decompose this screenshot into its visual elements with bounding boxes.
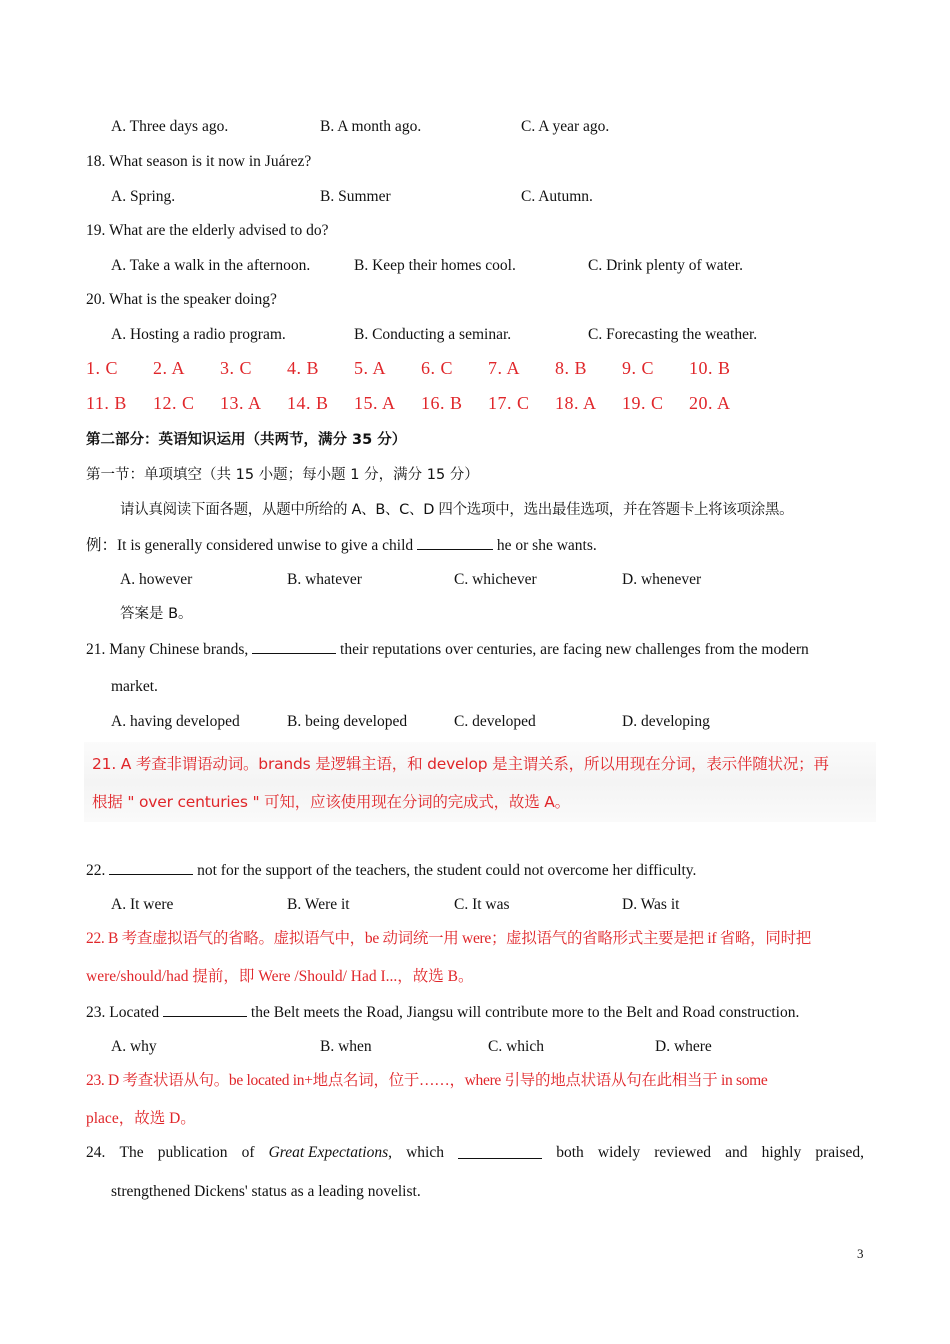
q20-stem: 20. What is the speaker doing? bbox=[86, 291, 277, 308]
answer-key-item: 1. C bbox=[86, 358, 119, 378]
q19-option-a: A. Take a walk in the afternoon. bbox=[111, 257, 311, 274]
q21-explanation-line1: 21. A 考查非谓语动词。brands 是逻辑主语，和 develop 是主谓关系，所以用现在分词，表示伴随状况；再 bbox=[92, 755, 829, 773]
q18-option-b: B. Summer bbox=[320, 188, 391, 205]
q24-word: publication bbox=[157, 1144, 228, 1161]
q22-option-a: A. It were bbox=[111, 896, 174, 913]
section1-title: 第一节：单项填空（共 15 小题；每小题 1 分，满分 15 分） bbox=[86, 467, 479, 483]
q24-book-title-wrap: Great Expectations, bbox=[268, 1144, 392, 1161]
q24-word: The bbox=[119, 1144, 144, 1161]
q22-explanation-line2: were/should/had 提前，即 Were /Should/ Had I...，故选 B。 bbox=[86, 968, 474, 985]
q24-word: of bbox=[241, 1144, 255, 1161]
q22-number: 22. bbox=[86, 862, 106, 879]
q19-option-c: C. Drink plenty of water. bbox=[588, 257, 743, 274]
answer-key-item: 9. C bbox=[622, 358, 655, 378]
q20-option-a: A. Hosting a radio program. bbox=[111, 326, 286, 343]
example-suffix: he or she wants. bbox=[496, 537, 597, 554]
q22-option-d: D. Was it bbox=[622, 896, 680, 913]
q23-explanation-line1: 23. D 考查状语从句。be located in+地点名词，位于……，where 引导的地点状语从句在此相当于 in some bbox=[86, 1072, 768, 1089]
answer-key-item: 20. A bbox=[689, 393, 731, 413]
answer-blank bbox=[163, 1002, 247, 1017]
example-answer: 答案是 B。 bbox=[120, 606, 193, 622]
answer-key-item: 10. B bbox=[689, 358, 731, 378]
answer-key-item: 7. A bbox=[488, 358, 521, 378]
q17-option-c: C. A year ago. bbox=[521, 118, 610, 135]
example-option-a: A. however bbox=[120, 571, 193, 588]
q20-option-b: B. Conducting a seminar. bbox=[354, 326, 512, 343]
q22-explanation-line1: 22. B 考查虚拟语气的省略。虚拟语气中，be 动词统一用 were；虚拟语气的省略形式主要是把 if 省略，同时把 bbox=[86, 930, 811, 947]
q22-stem-end: not for the support of the teachers, the student could not overcome her difficulty. bbox=[197, 862, 697, 879]
q21-stem bbox=[86, 639, 809, 660]
q22-stem bbox=[86, 860, 696, 881]
q22-option-c: C. It was bbox=[454, 896, 510, 913]
q24-word: highly bbox=[761, 1144, 802, 1161]
answer-key-item: 4. B bbox=[287, 358, 320, 378]
q23-option-c: C. which bbox=[488, 1038, 544, 1055]
answer-key-item: 8. B bbox=[555, 358, 588, 378]
q21-stem-end: their reputations over centuries, are facing new challenges from the modern bbox=[340, 641, 809, 658]
q21-explanation-box bbox=[84, 742, 876, 822]
q21-stem-continued: market. bbox=[111, 678, 158, 695]
example-prefix: 例：It is generally considered unwise to give a child bbox=[86, 537, 414, 554]
answer-key-item: 18. A bbox=[555, 393, 597, 413]
q21-option-c: C. developed bbox=[454, 713, 536, 730]
answer-key-item: 14. B bbox=[287, 393, 329, 413]
q19-option-b: B. Keep their homes cool. bbox=[354, 257, 516, 274]
q24-book-title: Great Expectations bbox=[268, 1144, 389, 1161]
example-stem bbox=[86, 535, 597, 556]
q17-option-a: A. Three days ago. bbox=[111, 118, 229, 135]
answer-key-item: 16. B bbox=[421, 393, 463, 413]
answer-key-item: 17. C bbox=[488, 393, 530, 413]
answer-blank bbox=[109, 860, 193, 875]
q23-stem-end: the Belt meets the Road, Jiangsu will contribute more to the Belt and Road construction. bbox=[250, 1004, 800, 1021]
answer-key-item: 19. C bbox=[622, 393, 664, 413]
answer-key-item: 13. A bbox=[220, 393, 262, 413]
q24-word: praised, bbox=[815, 1144, 864, 1161]
q21-stem-start: 21. Many Chinese brands, bbox=[86, 641, 249, 658]
example-option-b: B. whatever bbox=[287, 571, 362, 588]
q23-explanation-line2: place，故选 D。 bbox=[86, 1110, 196, 1127]
answer-key-item: 15. A bbox=[354, 393, 396, 413]
answer-key-item: 6. C bbox=[421, 358, 454, 378]
q19-stem: 19. What are the elderly advised to do? bbox=[86, 222, 329, 239]
q21-option-d: D. developing bbox=[622, 713, 710, 730]
q24-word: and bbox=[725, 1144, 748, 1161]
q24-word: 24. bbox=[86, 1144, 106, 1161]
answer-blank bbox=[458, 1144, 542, 1159]
q23-option-b: B. when bbox=[320, 1038, 372, 1055]
q18-option-c: C. Autumn. bbox=[521, 188, 593, 205]
q21-explanation-line2: 根据 " over centuries " 可知，应该使用现在分词的完成式，故选 A。 bbox=[92, 793, 570, 811]
instruction-text: 请认真阅读下面各题，从题中所给的 A、B、C、D 四个选项中，选出最佳选项，并在答题卡上将该项涂黑。 bbox=[120, 502, 794, 518]
q22-option-b: B. Were it bbox=[287, 896, 350, 913]
q23-stem bbox=[86, 1002, 799, 1023]
example-option-d: D. whenever bbox=[622, 571, 702, 588]
part2-title: 第二部分：英语知识运用（共两节，满分 35 分） bbox=[86, 432, 407, 448]
q21-option-a: A. having developed bbox=[111, 713, 240, 730]
q23-option-a: A. why bbox=[111, 1038, 157, 1055]
q24-word: which bbox=[406, 1144, 444, 1161]
q24-stem bbox=[86, 1144, 864, 1162]
answer-blank bbox=[417, 535, 493, 550]
answer-key-item: 12. C bbox=[153, 393, 195, 413]
q20-option-c: C. Forecasting the weather. bbox=[588, 326, 758, 343]
page-number: 3 bbox=[857, 1246, 864, 1261]
q17-option-b: B. A month ago. bbox=[320, 118, 422, 135]
q24-word: reviewed bbox=[654, 1144, 711, 1161]
q24-word: widely bbox=[597, 1144, 641, 1161]
q18-option-a: A. Spring. bbox=[111, 188, 176, 205]
q21-option-b: B. being developed bbox=[287, 713, 408, 730]
answer-key-item: 11. B bbox=[86, 393, 127, 413]
answer-key-item: 3. C bbox=[220, 358, 253, 378]
q24-word: both bbox=[556, 1144, 584, 1161]
answer-key-item: 2. A bbox=[153, 358, 186, 378]
answer-key-item: 5. A bbox=[354, 358, 387, 378]
answer-blank bbox=[252, 639, 336, 654]
q23-option-d: D. where bbox=[655, 1038, 712, 1055]
example-option-c: C. whichever bbox=[454, 571, 537, 588]
q18-stem: 18. What season is it now in Juárez? bbox=[86, 153, 312, 170]
q23-stem-start: 23. Located bbox=[86, 1004, 160, 1021]
q24-stem-continued: strengthened Dickens' status as a leading novelist. bbox=[111, 1183, 421, 1200]
